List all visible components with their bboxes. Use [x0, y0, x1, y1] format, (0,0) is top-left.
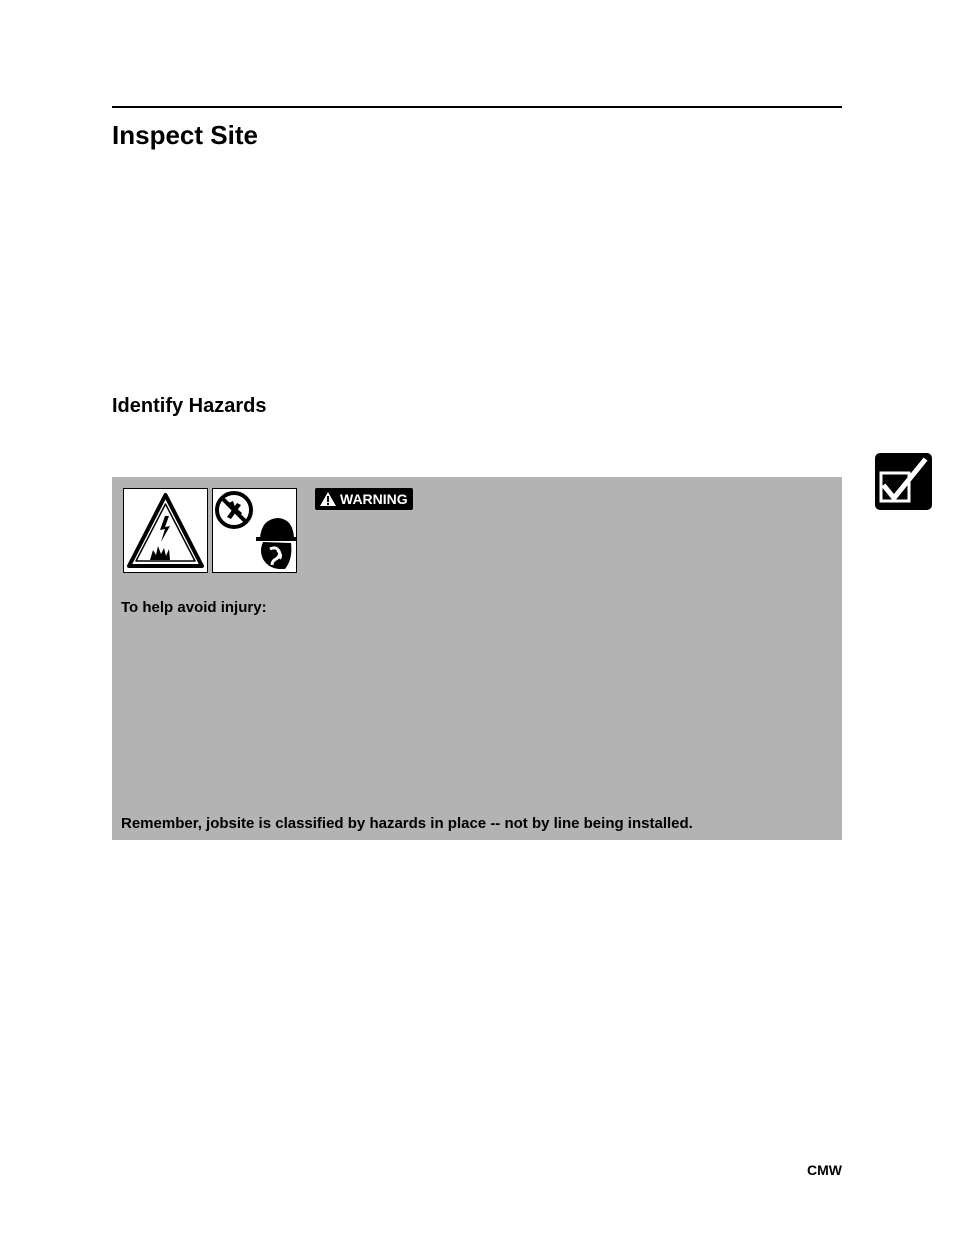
warning-signal-word [315, 488, 413, 510]
top-rule [112, 106, 842, 108]
section-heading: Identify Hazards [112, 395, 267, 417]
electric-shock-fire-hazard-icon [123, 488, 208, 573]
page-title: Inspect Site [112, 120, 258, 150]
no-hand-tools-hardhat-ppe-icon [212, 488, 297, 573]
footer-code: CMW [807, 1162, 842, 1178]
checklist-checkmark-icon [875, 453, 932, 510]
alert-triangle-icon [319, 491, 337, 507]
warning-box [112, 477, 842, 840]
signal-word-label: WARNING [340, 491, 408, 507]
warning-intro: To help avoid injury: [121, 599, 267, 616]
warning-remember-note: Remember, jobsite is classified by hazards in place -- not by line being installed. [121, 815, 693, 832]
